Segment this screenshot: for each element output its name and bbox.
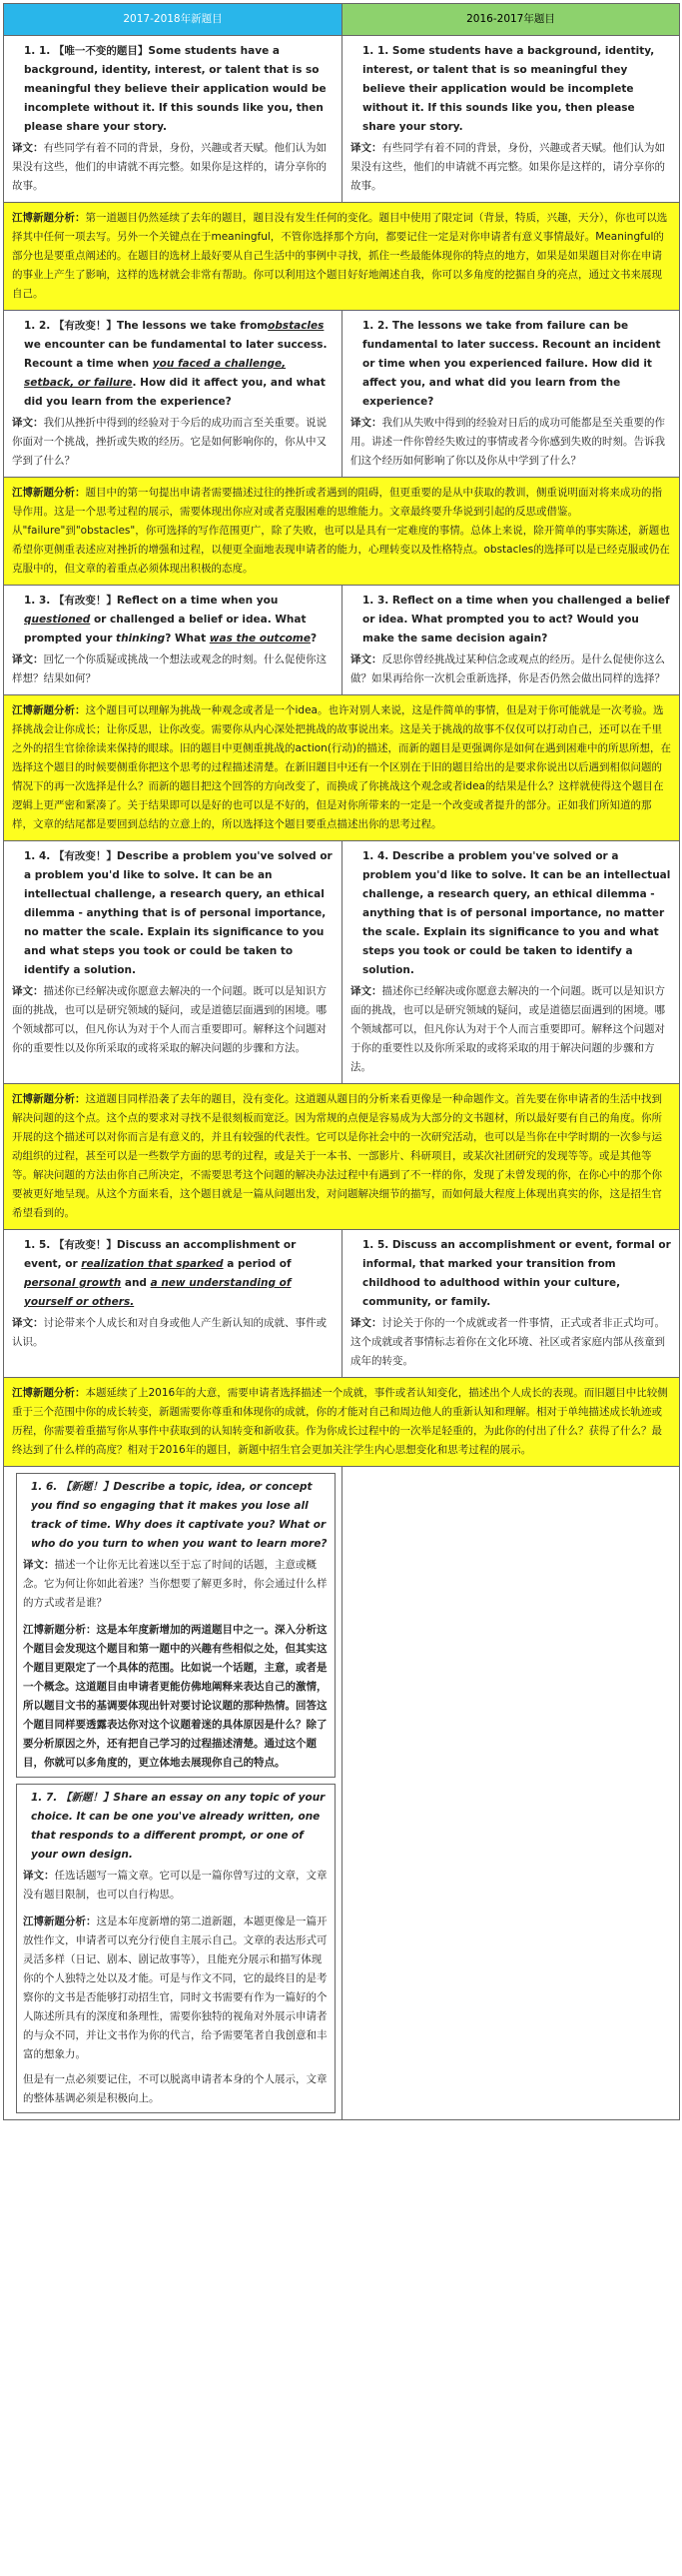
prompt-3-old xyxy=(342,586,680,695)
prompt-5-new-translation: 译文：讨论带来个人成长和对自身或他人产生新认知的成就、事件或认识。 xyxy=(12,1317,327,1348)
new-prompts-cell xyxy=(4,1467,342,2120)
prompt-5-old-text: 1. 5. Discuss an accomplishment or event, formal or informal, that marked your transition from childhood to adulthood within your culture, community, or family. xyxy=(362,1239,671,1308)
prompt-1-new-translation: 译文：有些同学有着不同的背景，身份，兴趣或者天赋。他们认为如果没有这些，他们的申请就不再完整。如果你是这样的，请分享你的故事。 xyxy=(12,142,327,192)
prompt-5-new-text: 1. 5. 【有改变！】Discuss an accomplishment or event, or realization that sparked a period of personal growth and a new understanding of yourself or others. xyxy=(24,1239,297,1308)
prompt-6-text: 1. 6. 【新题！】Describe a topic, idea, or concept you find so engaging that it makes you lose all track of time. Why does it captivate you? What or who do you turn to when you want to learn more? xyxy=(31,1481,328,1550)
essay-prompt-comparison-table xyxy=(3,3,680,2120)
analysis-6: 江博新题分析：这是本年度新增加的两道题目中之一。深入分析这个题目会发现这个题目和第一题中的兴趣有些相似之处，但其实这个题目更限定了一个具体的范围。比如说一个话题，主意，或者是一个概念。这道题目由申请者更能仿佛地阐释来表达自己的激情，所以题目文书的基调要体现出针对要讨论议题的那种热情。回答这个题目同样要透露表达你对这个议题着迷的具体原因是什么？除了要分析原因之外，还有把自己学习的过程描述清楚。通过这个题目，你就可以多角度的，更立体地去展现你自己的特点。 xyxy=(23,1624,328,1769)
header-old-prompts: 2016-2017年题目 xyxy=(342,4,680,36)
prompt-2-old-text: 1. 2. The lessons we take from failure can be fundamental to later success. Recount an incident or time when you experienced failure. How did it affect you, and what did you learn from the experience? xyxy=(362,320,661,408)
prompt-4-new xyxy=(4,841,342,1084)
prompt-6-block xyxy=(16,1473,336,1778)
prompt-4-new-translation: 译文：描述你已经解决或你愿意去解决的一个问题。既可以是知识方面的挑战，也可以是研究领域的疑问，或是道德层面遇到的困境。哪个领域都可以，但凡你认为对于个人而言重要即可。解释这个问题对你的重要性以及你所采取的或将采取的解决问题的步骤和方法。 xyxy=(12,985,327,1054)
prompt-3-new xyxy=(4,586,342,695)
prompt-4-new-text: 1. 4. 【有改变！】Describe a problem you've solved or a problem you'd like to solve. It can be an intellectual challenge, a research query, an ethical dilemma - anything that is of personal importance, no matter the scale. Explain its significance to you and what steps you took or could be taken to identify a solution. xyxy=(24,850,333,976)
analysis-7-note: 但是有一点必须要记住，不可以脱离申请者本身的个人展示，文章的整体基调必须是积极向上。 xyxy=(23,2073,328,2104)
prompt-4-old xyxy=(342,841,680,1084)
prompt-2-old xyxy=(342,311,680,478)
prompt-1-old xyxy=(342,36,680,203)
prompt-2-new-text: 1. 2. 【有改变！】The lessons we take fromobstacles we encounter can be fundamental to later success. Recount a time when you faced a challenge, setback, or failure. How did it affect you, and what did you learn from the experience? xyxy=(24,320,328,408)
analysis-4: 江博新题分析：这道题目同样沿袭了去年的题目，没有变化。这道题从题目的分析来看更像是一种命题作文。首先要在你申请者的生活中找到解决问题的这个点。这个点的要求对寻找不是很刻板而宽泛。因为常规的点便是容易成为大部分的文书题材，所以最好要有自己的角度。你所开展的这个描述可以对你而言是有意义的，并且有较强的代表性。它可以是你社会中的一次研究活动，也可以是当你在中学时期的一次参与运动组织的过程，甚至可以是一些数学方面的思考的过程，或是关于一本书、一部影片、科研项目，或某次社团研究的发现等等。或是其他等等。解决问题的方法由你自己所决定，不需要思考这个问题的解决办法过程中有遇到了不一样的你，发现了未曾发现的你，在你心中的那个你要被更好地呈现。从这个方面来看，这个题目就是一篇从问题出发，对问题解决细节的描写，而如何最大程度上体现出真实的你，这是招生官希望看到的。 xyxy=(4,1084,680,1230)
prompt-2-new-translation: 译文：我们从挫折中得到的经验对于今后的成功而言至关重要。说说你面对一个挑战，挫折或失败的经历。它是如何影响你的，你从中又学到了什么？ xyxy=(12,417,327,467)
prompt-3-old-translation: 译文：反思你曾经挑战过某种信念或观点的经历。是什么促使你这么做？如果再给你一次机会重新选择，你是否仍然会做出同样的选择？ xyxy=(350,653,665,684)
prompt-1-old-translation: 译文：有些同学有着不同的背景，身份，兴趣或者天赋。他们认为如果没有这些，他们的申请就不再完整。如果你是这样的，请分享你的故事。 xyxy=(350,142,665,192)
prompt-7-translation: 译文：任选话题写一篇文章。它可以是一篇你曾写过的文章，文章没有题目限制，也可以自行构思。 xyxy=(23,1870,328,1901)
prompt-1-new-text: 1. 1. 【唯一不变的题目】Some students have a background, identity, interest, or talent that is so meaningful they believe their application would be incomplete without it. If this sounds like you, then please share your story. xyxy=(24,45,327,133)
analysis-7: 江博新题分析：这是本年度新增的第二道新题，本题更像是一篇开放性作文，申请者可以充分行使自主展示自己。文章的表达形式可灵活多样（日记、剧本、剧记故事等），且能充分展示和描写体现你的个人独特之处以及才能。可是与作文不同，它的最终目的是考察你的文书是否能够打动招生官，同时文书需要有作为一篇好的个人陈述所具有的深度和条理性，需要你独特的视角对外展示申请者的与众不同，并让文书作为你的代言，给予需要笔者自我创意和丰富的想象力。 但是有一点必须要记住，不可以脱离申请者本身的个人展示，文章的整体基调必须是积极向上。 xyxy=(17,1909,335,2112)
analysis-5: 江博新题分析：本题延续了上2016年的大意，需要申请者选择描述一个成就，事件或者认知变化，描述出个人成长的表现。而旧题目中比较侧重于三个范围中你的成长转变，新题需要你尊重和体现你的成就，你的才能对自己和周边他人的重新认知和理解。相对于单纯描述成长轨迹或历程，你需要着重描写你从事件中获取到的认知转变和新收获。作为你成长过程中的一次举足轻重的，为此你的付出了什么？获得了什么？最终达到了什么样的高度？相对于2016年的题目，新题中招生官会更加关注学生内心思想变化和思考过程的展示。 xyxy=(4,1378,680,1467)
prompt-2-old-translation: 译文：我们从失败中得到的经验对日后的成功可能都是至关重要的作用。讲述一件你曾经失败过的事情或者今你感到失败的时刻。告诉我们这个经历如何影响了你以及你从中学到了什么？ xyxy=(350,417,665,467)
prompt-3-new-text: 1. 3. 【有改变！】Reflect on a time when you questioned or challenged a belief or idea. What prompted your thinking? What was the outcome? xyxy=(24,595,318,644)
analysis-2: 江博新题分析：题目中的第一句提出申请者需要描述过往的挫折或者遇到的阻碍，但更重要的是从中获取的教训，侧重说明面对将来成功的指导作用。这是一个思考过程的展示，需要体现出你应对或者克服困难的思维能力。文章最终要升华说到引起的反思或借鉴。从"failure"到"obstacles"，你可选择的写作范围更广，除了失败，也可以是具有一定难度的事情。总体上来说，除开简单的事实陈述，新题也希望你更侧重表述应对挫折的增强和过程，以便更全面地表现申请者的能力，心理转变以及性格特点。obstacles的选择可以是已经克服或仍在克服中的，但文章的着重点必须体现出积极的态度。 xyxy=(4,478,680,586)
prompt-5-new xyxy=(4,1230,342,1378)
prompt-5-old xyxy=(342,1230,680,1378)
prompt-6-translation: 译文：描述一个让你无比着迷以至于忘了时间的话题，主意或概念。它为何让你如此着迷？当你想要了解更多时，你会通过什么样的方式或者是谁？ xyxy=(23,1559,328,1609)
empty-old-cell xyxy=(342,1467,680,2120)
prompt-5-old-translation: 译文：讨论关于你的一个成就或者一件事情，正式或者非正式均可。这个成就或者事情标志着你在文化环境、社区或者家庭内部从孩童到成年的转变。 xyxy=(350,1317,665,1367)
prompt-2-new xyxy=(4,311,342,478)
prompt-4-old-text: 1. 4. Describe a problem you've solved or a problem you'd like to solve. It can be an intellectual challenge, a research query, an ethical dilemma - anything that is of personal importance, no matter the scale. Explain its significance to you and what steps you took or could be taken to identify a solution. xyxy=(362,850,671,976)
prompt-1-new xyxy=(4,36,342,203)
analysis-3: 江博新题分析：这个题目可以理解为挑战一种观念或者是一个idea。也许对别人来说，这是件简单的事情，但是对于你可能就是一次考验。选择挑战会让你成长；让你反思，让你改变。需要你从内心深处把挑战的故事说出来。这是关于挑战的故事不仅仅可以打动自己，还可以在千里之外的招生官徐徐读来保持的眼球。旧的题目中更侧重挑战的action(行动)的描述，而新的题目是更强调你是如何在遇到困难中的所思所想，在选择这个题目的时候要侧重你把这个思考的过程描述清楚。在新旧题目中还有一个区别在于旧的题目给出的是要求你说出以后遇到相似问题的情况下的再一次选择是什么？而新的题目把这个回答的方向改变了，而换成了你挑战这个观念或者idea的结果是什么？这样就使得这个题目在逻辑上更严密和紧凑了。关于结果即可以是好的也可以是不好的，但是对你所带来的一定是一个改变或者提升的部分。正如我们所知道的那样，文章的结尾都是要回到总结的立意上的，所以选择这个题目要重点描述出你的思考过程。 xyxy=(4,695,680,841)
analysis-1: 江博新题分析：第一道题目仍然延续了去年的题目，题目没有发生任何的变化。题目中使用了限定词（背景，特质，兴趣，天分），你也可以选择其中任何一项去写。另外一个关键点在于meaningful，不管你选择那个方向，都要记住一定是对你申请者有意义事情最好。Meaningful的部分也是要重点阐述的。在题目的选材上最好要从自己生活中的事例中寻找，抓住一些最能体现你的特点的地方，如果是如果题目对你在申请的事业上产生了影响，这样的选材就会非常有帮助。你可以利用这个题目好好地阐述自我，你可以多角度的挖掘自身的亮点，通过文书来展现自己。 xyxy=(4,203,680,311)
prompt-3-new-translation: 译文：回忆一个你质疑或挑战一个想法或观念的时刻。什么促使你这样想？结果如何？ xyxy=(12,653,327,684)
prompt-7-block xyxy=(16,1784,336,2113)
prompt-1-old-text: 1. 1. Some students have a background, identity, interest, or talent that is so meaningful they believe their application would be incomplete without it. If this sounds like you, then please share your story. xyxy=(362,45,655,133)
prompt-7-text: 1. 7. 【新题！】Share an essay on any topic of your choice. It can be one you've already written, one that responds to a different prompt, or one of your own design. xyxy=(31,1792,326,1861)
header-new-prompts: 2017-2018年新题目 xyxy=(4,4,342,36)
prompt-4-old-translation: 译文：描述你已经解决或你愿意去解决的一个问题。既可以是知识方面的挑战，也可以是研究领域的疑问，或是道德层面遇到的困境。哪个领域都可以，但凡你认为对于个人而言重要即可。解释这个问题对于你的重要性以及你所采取的或将采取的用于解决问题的步骤和方法。 xyxy=(350,985,665,1073)
prompt-3-old-text: 1. 3. Reflect on a time when you challenged a belief or idea. What prompted you to act? Would you make the same decision again? xyxy=(362,595,670,644)
